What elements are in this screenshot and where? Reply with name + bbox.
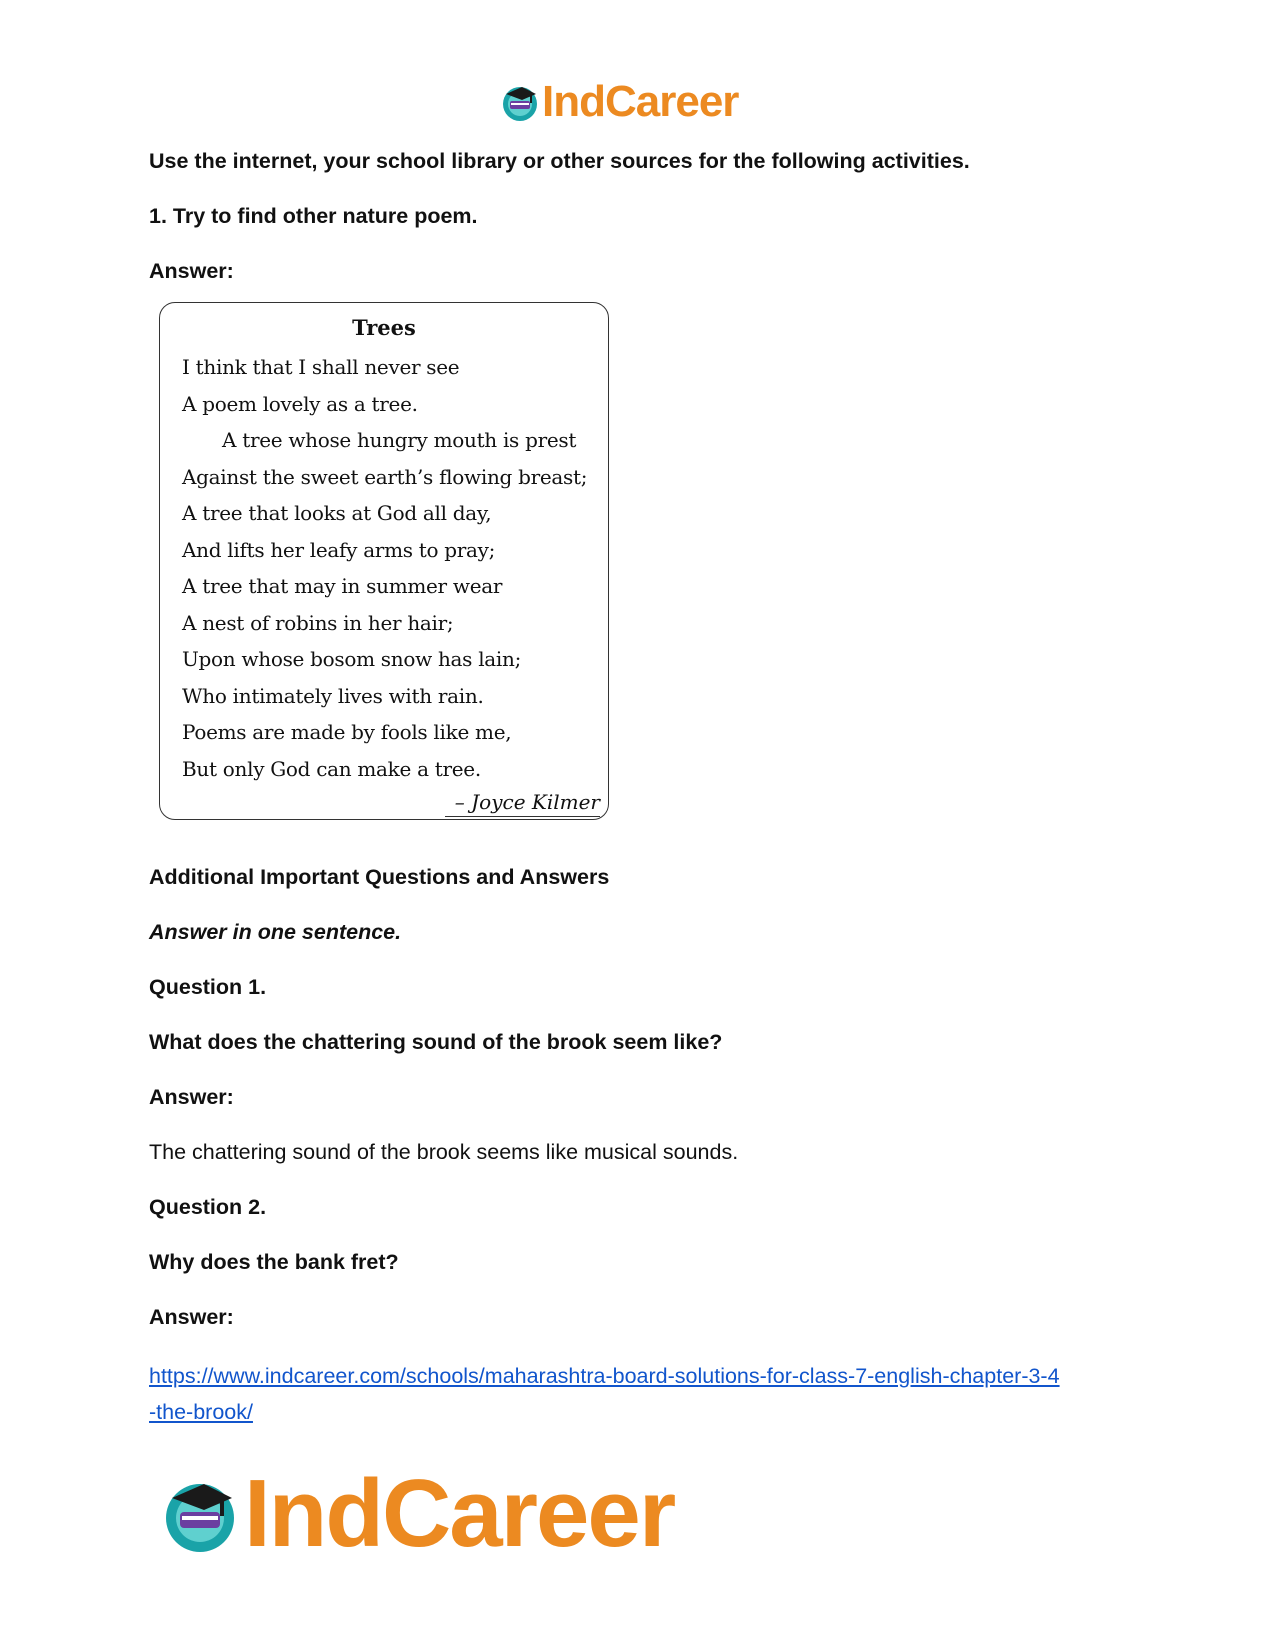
poem-line: And lifts her leafy arms to pray;	[182, 537, 496, 562]
instruction: Answer in one sentence.	[149, 920, 402, 944]
globe-graduation-cap-icon	[500, 82, 540, 122]
poem-title: Trees	[352, 315, 416, 340]
answer-label: Answer:	[149, 259, 234, 283]
document-body	[149, 148, 1129, 1430]
footer-logo	[160, 1460, 675, 1567]
poem-line: A tree whose hungry mouth is prest	[222, 428, 577, 452]
poem-lines	[182, 349, 587, 787]
poem-line: A poem lovely as a tree.	[182, 391, 418, 416]
poem-line: Poems are made by fools like me,	[182, 720, 512, 744]
poem-line: But only God can make a tree.	[182, 756, 481, 781]
globe-graduation-cap-icon	[160, 1474, 240, 1554]
poem-line: I think that I shall never see	[182, 355, 460, 379]
logo-wordmark: IndCareer	[244, 1460, 675, 1567]
poem-line: Who intimately lives with rain.	[182, 683, 484, 708]
intro-text: Use the internet, your school library or other sources for the following activities.	[149, 149, 970, 173]
poem-line: A tree that may in summer wear	[182, 574, 503, 598]
question-2-text: Why does the bank fret?	[149, 1250, 399, 1274]
question-2-answer-label: Answer:	[149, 1305, 234, 1329]
question-1-answer: The chattering sound of the brook seems like musical sounds.	[149, 1140, 739, 1164]
source-link-line-2[interactable]: -the-brook/	[149, 1400, 253, 1424]
section-heading: Additional Important Questions and Answers	[149, 865, 610, 889]
question-2-label: Question 2.	[149, 1195, 267, 1219]
question-1-text: What does the chattering sound of the brook seem like?	[149, 1030, 723, 1054]
header-logo	[500, 78, 738, 126]
poem-line: Upon whose bosom snow has lain;	[182, 647, 522, 671]
question-1-answer-label: Answer:	[149, 1085, 234, 1109]
poem-author: – Joyce Kilmer	[445, 790, 600, 817]
source-link[interactable]	[149, 1358, 1129, 1430]
logo-wordmark: IndCareer	[542, 77, 739, 126]
poem-line: A tree that looks at God all day,	[182, 501, 492, 525]
poem-image	[159, 302, 609, 820]
question-1-label: Question 1.	[149, 975, 267, 999]
poem-line: Against the sweet earth’s flowing breast;	[182, 464, 588, 489]
poem-line: A nest of robins in her hair;	[182, 610, 454, 635]
activity-1: 1. Try to find other nature poem.	[149, 204, 478, 228]
source-link-line-1[interactable]: https://www.indcareer.com/schools/maharashtra-board-solutions-for-class-7-english-chapter-3-4	[149, 1364, 1060, 1388]
